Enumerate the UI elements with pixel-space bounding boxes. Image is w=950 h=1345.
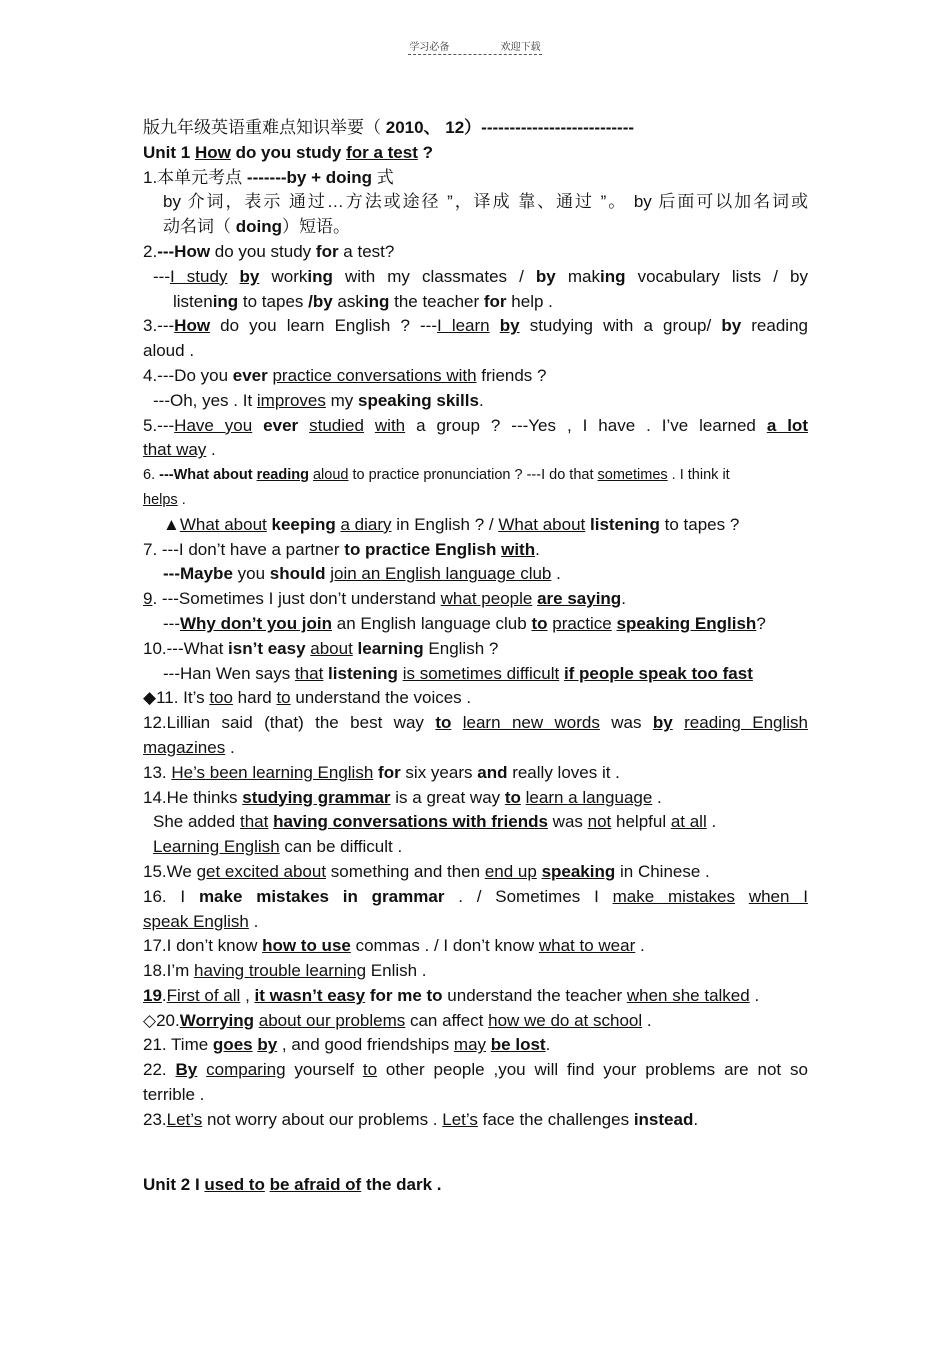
note-line: 16. I make mistakes in grammar . / Sometimes I make mistakes when I xyxy=(143,886,808,906)
note-line: 4.---Do you ever practice conversations with friends ? xyxy=(143,365,547,385)
note-line: ▲What about keeping a diary in English ? / What about listening to tapes ? xyxy=(163,514,740,534)
note-line: magazines . xyxy=(143,737,235,757)
note-line: 1.本单元考点 -------by + doing 式 xyxy=(143,167,394,187)
blank-space xyxy=(143,1133,808,1173)
unit-2-heading: Unit 2 I used to be afraid of the dark . xyxy=(143,1174,442,1194)
note-line: ---I study by working with my classmates / by making vocabulary lists / by xyxy=(153,266,808,286)
note-line: 3.---How do you learn English ? ---I learn by studying with a group/ by reading xyxy=(143,316,808,336)
note-line: 9. ---Sometimes I just don’t understand what people are saying. xyxy=(143,589,626,609)
note-line: 动名词（ doing）短语。 xyxy=(163,217,350,237)
note-line: terrible . xyxy=(143,1085,205,1105)
note-line: ◆11. It’s too hard to understand the voices . xyxy=(143,688,472,708)
note-line: Learning English can be difficult . xyxy=(153,837,403,857)
note-line: by 介词，表示 通过…方法或途径 ”，译成 靠、通过 ”。 by 后面可以加名词或 xyxy=(163,192,808,212)
document-body xyxy=(143,116,808,1197)
page-header xyxy=(0,38,950,53)
header-left: 学习必备 xyxy=(409,42,450,53)
note-line: listening to tapes /by asking the teacher for help . xyxy=(173,291,553,311)
note-line: 21. Time goes by , and good friendships may be lost. xyxy=(143,1035,551,1055)
unit-1-heading: Unit 1 How do you study for a test ? xyxy=(143,142,433,162)
note-line: 17.I don’t know how to use commas . / I don’t know what to wear . xyxy=(143,936,645,956)
doc-title: 版九年级英语重难点知识举要（ 2010、 12）--------------------------- xyxy=(143,118,635,137)
note-line: 2.---How do you study for a test? xyxy=(143,241,395,261)
note-line: She added that having conversations with friends was not helpful at all . xyxy=(153,812,717,832)
header-divider xyxy=(408,54,542,55)
note-line: 12.Lillian said (that) the best way to learn new words was by reading English xyxy=(143,713,808,733)
note-line: 18.I’m having trouble learning Enlish . xyxy=(143,961,427,981)
note-line: 13. He’s been learning English for six years and really loves it . xyxy=(143,762,620,782)
note-line: ---Why don’t you join an English language club to practice speaking English? xyxy=(163,613,766,633)
note-line: speak English . xyxy=(143,911,259,931)
note-line: ---Maybe you should join an English language club . xyxy=(163,564,561,584)
note-line: 19.First of all , it wasn’t easy for me to understand the teacher when she talked . xyxy=(143,985,760,1005)
note-line: 7. ---I don’t have a partner to practice English with. xyxy=(143,539,540,559)
note-line: helps . xyxy=(143,491,186,508)
note-line: ---Han Wen says that listening is sometimes difficult if people speak too fast xyxy=(163,663,753,683)
note-line: ---Oh, yes . It improves my speaking skills. xyxy=(153,390,484,410)
note-line: 5.---Have you ever studied with a group ? ---Yes , I have . I’ve learned a lot xyxy=(143,415,808,435)
note-line: 15.We get excited about something and then end up speaking in Chinese . xyxy=(143,861,710,881)
note-line: 6. ---What about reading aloud to practice pronunciation ? ---I do that sometimes . I think it xyxy=(143,467,730,484)
note-line: 10.---What isn’t easy about learning English ? xyxy=(143,638,499,658)
note-line: that way . xyxy=(143,440,216,460)
header-right: 欢迎下载 xyxy=(500,42,541,53)
note-line: 14.He thinks studying grammar is a great way to learn a language . xyxy=(143,787,662,807)
note-line: aloud . xyxy=(143,341,195,361)
note-line: 23.Let’s not worry about our problems . Let’s face the challenges instead. xyxy=(143,1109,699,1129)
note-line: ◇20.Worrying about our problems can affect how we do at school . xyxy=(143,1010,652,1030)
note-line: 22. By comparing yourself to other people ,you will find your problems are not so xyxy=(143,1060,808,1080)
